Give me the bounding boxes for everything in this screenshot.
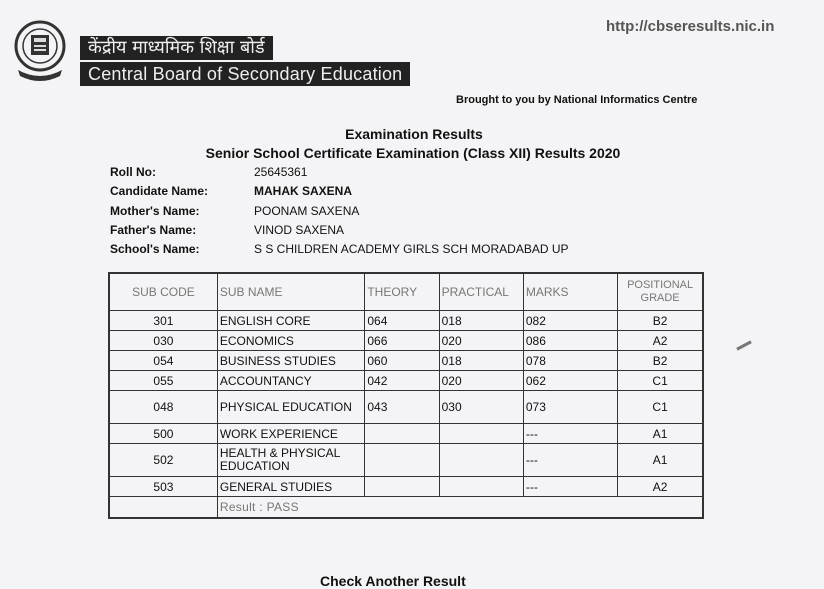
exam-subtitle: Senior School Certificate Examination (Class XII) Results 2020 <box>205 145 621 161</box>
grade-cell: A1 <box>618 444 703 477</box>
grade-cell: A2 <box>618 331 703 351</box>
theory-cell: 066 <box>365 331 439 351</box>
marks-cell: 078 <box>523 351 617 371</box>
practical-cell: 018 <box>439 311 523 331</box>
practical-cell: 020 <box>439 371 523 391</box>
practical-cell: 018 <box>439 351 523 371</box>
theory-cell: 042 <box>365 371 439 391</box>
school-name-value: S S CHILDREN ACADEMY GIRLS SCH MORADABAD UP <box>254 242 569 256</box>
brought-by-text: Brought to you by National Informatics Centre <box>456 94 698 106</box>
sub-name-cell: GENERAL STUDIES <box>217 477 364 497</box>
grade-cell: C1 <box>618 371 703 391</box>
table-row <box>109 477 703 497</box>
mother-name-label: Mother's Name: <box>110 204 200 218</box>
table-row <box>109 311 703 331</box>
candidate-name-label: Candidate Name: <box>110 184 209 198</box>
sub-name-cell: ECONOMICS <box>217 331 364 351</box>
grade-header-line2: GRADE <box>640 292 680 304</box>
practical-cell <box>439 444 523 477</box>
marks-cell: 073 <box>523 391 617 424</box>
marks-cell: 062 <box>523 371 617 391</box>
result-empty-cell <box>109 497 217 519</box>
table-row <box>109 391 703 424</box>
roll-no-label: Roll No: <box>110 165 156 179</box>
theory-cell: 060 <box>365 351 439 371</box>
sub-code-cell: 301 <box>109 311 217 331</box>
sub-name-cell: ENGLISH CORE <box>217 311 364 331</box>
result-row <box>109 497 703 519</box>
father-name-label: Father's Name: <box>110 223 197 237</box>
col-header-practical: PRACTICAL <box>439 273 523 311</box>
practical-cell <box>439 424 523 444</box>
father-name-value: VINOD SAXENA <box>254 223 345 237</box>
sub-name-cell: ACCOUNTANCY <box>217 371 364 391</box>
sub-code-cell: 503 <box>109 477 217 497</box>
grade-cell: B2 <box>618 351 703 371</box>
marks-cell: 082 <box>523 311 617 331</box>
marks-cell: --- <box>523 424 617 444</box>
col-header-sub-name: SUB NAME <box>217 273 364 311</box>
grade-header-line1: POSITIONAL <box>627 279 694 291</box>
sub-code-cell: 030 <box>109 331 217 351</box>
practical-cell: 030 <box>439 391 523 424</box>
grade-cell: A1 <box>618 424 703 444</box>
sub-name-cell: BUSINESS STUDIES <box>217 351 364 371</box>
board-hindi-title: केंद्रीय माध्यमिक शिक्षा बोर्ड <box>80 36 273 60</box>
grade-cell: A2 <box>618 477 703 497</box>
site-url[interactable]: http://cbseresults.nic.in <box>606 18 775 35</box>
exam-title: Examination Results <box>345 126 483 142</box>
marks-cell: 086 <box>523 331 617 351</box>
sub-code-cell: 055 <box>109 371 217 391</box>
school-name-label: School's Name: <box>110 242 200 256</box>
check-another-result-link[interactable]: Check Another Result <box>320 573 466 589</box>
mother-name-value: POONAM SAXENA <box>254 204 360 218</box>
sub-name-cell: WORK EXPERIENCE <box>217 424 364 444</box>
col-header-theory: THEORY <box>365 273 439 311</box>
col-header-marks: MARKS <box>523 273 617 311</box>
candidate-name-value: MAHAK SAXENA <box>254 184 353 198</box>
board-english-title: Central Board of Secondary Education <box>80 62 410 86</box>
marks-cell: --- <box>523 444 617 477</box>
theory-cell <box>365 424 439 444</box>
table-row <box>109 444 703 477</box>
cbse-emblem-icon <box>12 20 68 82</box>
practical-cell <box>439 477 523 497</box>
theory-cell: 043 <box>365 391 439 424</box>
sub-code-cell: 054 <box>109 351 217 371</box>
sub-code-cell: 502 <box>109 444 217 477</box>
sub-name-cell: PHYSICAL EDUCATION <box>217 391 364 424</box>
roll-no-value: 25645361 <box>254 165 308 179</box>
theory-cell <box>365 444 439 477</box>
marks-table <box>108 272 704 519</box>
grade-cell: B2 <box>618 311 703 331</box>
marks-cell: --- <box>523 477 617 497</box>
sub-name-cell: HEALTH & PHYSICAL EDUCATION <box>217 444 364 477</box>
table-row <box>109 371 703 391</box>
sub-code-cell: 048 <box>109 391 217 424</box>
practical-cell: 020 <box>439 331 523 351</box>
table-row <box>109 351 703 371</box>
scan-speck <box>736 340 752 350</box>
col-header-sub-code: SUB CODE <box>109 273 217 311</box>
table-row <box>109 331 703 351</box>
theory-cell <box>365 477 439 497</box>
table-header-row <box>109 273 703 311</box>
grade-cell: C1 <box>618 391 703 424</box>
sub-code-cell: 500 <box>109 424 217 444</box>
col-header-grade <box>618 273 703 311</box>
table-row <box>109 424 703 444</box>
theory-cell: 064 <box>365 311 439 331</box>
result-cell: Result : PASS <box>217 497 703 519</box>
